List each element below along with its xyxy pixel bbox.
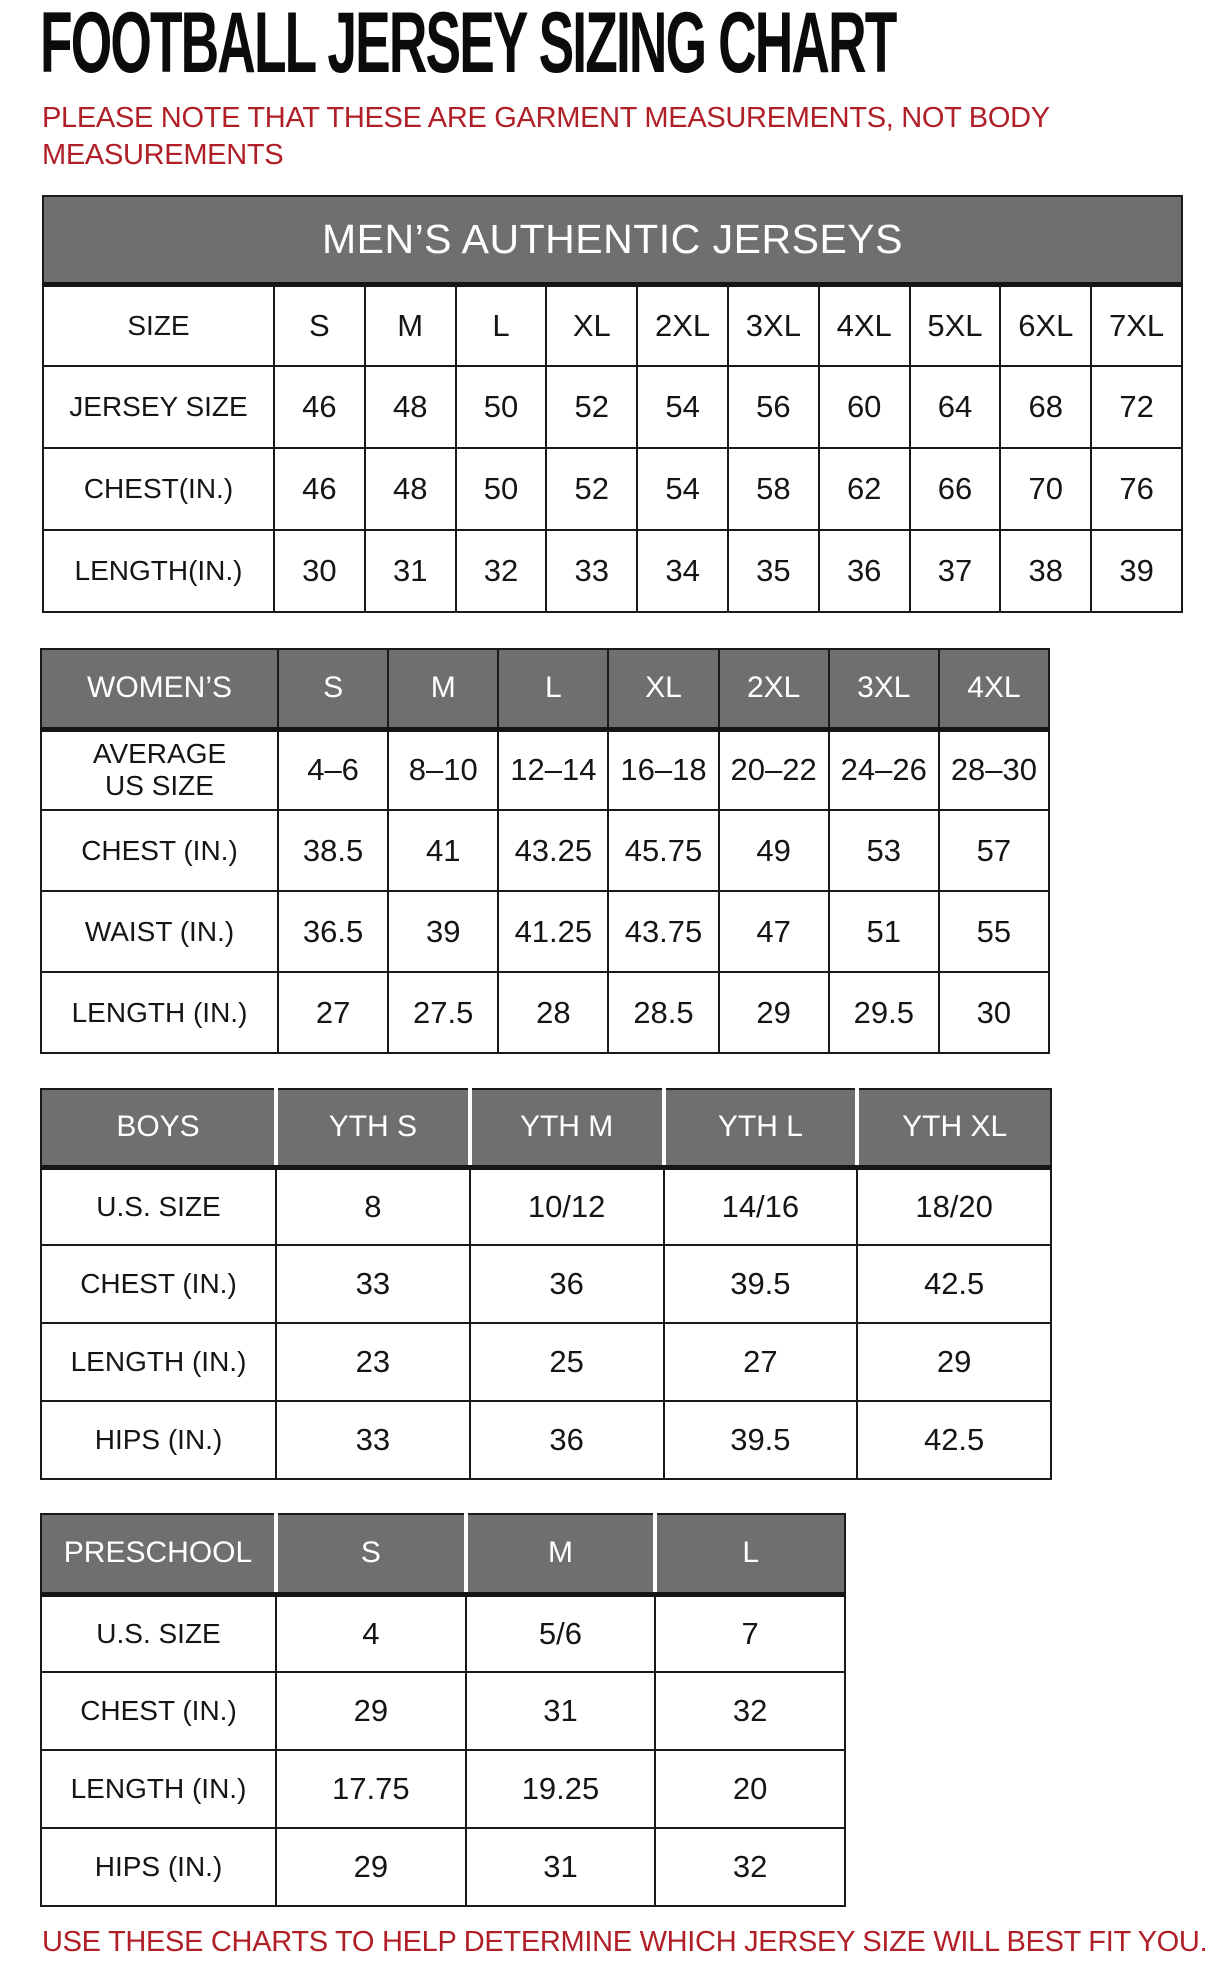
value-cell: 68 [1000,366,1091,448]
header-cell: M [466,1514,656,1594]
value-cell: 7 [655,1594,845,1672]
value-cell: 49 [719,810,829,891]
value-cell: 3XL [728,284,819,366]
value-cell: 64 [910,366,1001,448]
value-cell: 72 [1091,366,1182,448]
garment-measurements-note [42,100,1050,173]
value-cell: 8 [276,1167,470,1245]
value-cell: 53 [829,810,939,891]
header-cell: YTH M [470,1089,664,1167]
value-cell: 14/16 [664,1167,858,1245]
value-cell: 45.75 [608,810,718,891]
value-cell: 34 [637,530,728,612]
value-cell: S [274,284,365,366]
row-label-cell: LENGTH (IN.) [41,972,278,1053]
value-cell: 62 [819,448,910,530]
garment-note-line2: MEASUREMENTS [42,138,284,171]
value-cell: 32 [655,1672,845,1750]
value-cell: 25 [470,1323,664,1401]
value-cell: 27.5 [388,972,498,1053]
value-cell: 29 [276,1828,466,1906]
value-cell: 37 [910,530,1001,612]
header-cell: S [278,649,388,729]
value-cell: 55 [939,891,1049,972]
value-cell: 36 [470,1245,664,1323]
value-cell: 6XL [1000,284,1091,366]
value-cell: 41.25 [498,891,608,972]
value-cell: 47 [719,891,829,972]
header-cell: S [276,1514,466,1594]
value-cell: 27 [278,972,388,1053]
value-cell: 27 [664,1323,858,1401]
row-label-cell: WAIST (IN.) [41,891,278,972]
row-label-cell [41,729,278,810]
value-cell: XL [546,284,637,366]
row-label-cell: U.S. SIZE [41,1167,276,1245]
value-cell: 17.75 [276,1750,466,1828]
value-cell: 12–14 [498,729,608,810]
value-cell: 46 [274,448,365,530]
value-cell: 28.5 [608,972,718,1053]
header-cell: M [388,649,498,729]
value-cell: 54 [637,366,728,448]
value-cell: 56 [728,366,819,448]
page-title: FOOTBALL JERSEY SIZING CHART [40,0,896,91]
value-cell: 51 [829,891,939,972]
value-cell: 20–22 [719,729,829,810]
mens-authentic-jerseys-table [42,195,1183,613]
row-label-cell: CHEST (IN.) [41,810,278,891]
row-label-cell: CHEST(IN.) [43,448,274,530]
womens-table [40,648,1050,1054]
boys-jerseys-table [40,1088,1052,1480]
value-cell: 60 [819,366,910,448]
value-cell: 36 [470,1401,664,1479]
value-cell: 2XL [637,284,728,366]
value-cell: 30 [939,972,1049,1053]
header-cell: YTH XL [857,1089,1051,1167]
value-cell: 42.5 [857,1245,1051,1323]
header-cell: 4XL [939,649,1049,729]
preschool-table [40,1513,846,1907]
preschool-header-label-cell: PRESCHOOL [41,1514,276,1594]
value-cell: 36 [819,530,910,612]
value-cell: 4–6 [278,729,388,810]
value-cell: 57 [939,810,1049,891]
value-cell: 20 [655,1750,845,1828]
header-cell: XL [608,649,718,729]
value-cell: 43.25 [498,810,608,891]
header-cell: YTH S [276,1089,470,1167]
value-cell: 46 [274,366,365,448]
value-cell: 32 [456,530,547,612]
value-cell: 18/20 [857,1167,1051,1245]
value-cell: 29 [857,1323,1051,1401]
footer-note: USE THESE CHARTS TO HELP DETERMINE WHICH JERSEY SIZE WILL BEST FIT YOU. [42,1926,1208,1958]
garment-note-line1: PLEASE NOTE THAT THESE ARE GARMENT MEASUREMENTS, NOT BODY [42,102,1050,134]
value-cell: 28–30 [939,729,1049,810]
value-cell: 48 [365,448,456,530]
boys-table [40,1088,1052,1480]
value-cell: 50 [456,366,547,448]
value-cell: 39 [388,891,498,972]
value-cell: 52 [546,366,637,448]
value-cell: 33 [276,1401,470,1479]
value-cell: 5XL [910,284,1001,366]
value-cell: 33 [546,530,637,612]
value-cell: 23 [276,1323,470,1401]
value-cell: 4 [276,1594,466,1672]
value-cell: 41 [388,810,498,891]
row-label-cell: SIZE [43,284,274,366]
header-cell: L [498,649,608,729]
value-cell: 58 [728,448,819,530]
value-cell: 29 [719,972,829,1053]
row-label-cell: LENGTH (IN.) [41,1750,276,1828]
row-label-line: US SIZE [105,770,214,802]
row-label-cell: U.S. SIZE [41,1594,276,1672]
value-cell: 54 [637,448,728,530]
value-cell: 8–10 [388,729,498,810]
value-cell: 76 [1091,448,1182,530]
value-cell: 33 [276,1245,470,1323]
value-cell: 36.5 [278,891,388,972]
row-label-cell: HIPS (IN.) [41,1828,276,1906]
value-cell: 66 [910,448,1001,530]
value-cell: 10/12 [470,1167,664,1245]
value-cell: 39 [1091,530,1182,612]
row-label-cell: LENGTH (IN.) [41,1323,276,1401]
mens-banner-title: MEN’S AUTHENTIC JERSEYS [43,196,1182,284]
value-cell: 32 [655,1828,845,1906]
header-cell: 2XL [719,649,829,729]
row-label-cell: HIPS (IN.) [41,1401,276,1479]
row-label-cell: JERSEY SIZE [43,366,274,448]
value-cell: 31 [365,530,456,612]
value-cell: 43.75 [608,891,718,972]
value-cell: 42.5 [857,1401,1051,1479]
header-cell: L [655,1514,845,1594]
value-cell: 52 [546,448,637,530]
value-cell: 31 [466,1672,656,1750]
row-label-cell: LENGTH(IN.) [43,530,274,612]
value-cell: 24–26 [829,729,939,810]
header-cell: 3XL [829,649,939,729]
value-cell: 38 [1000,530,1091,612]
value-cell: 5/6 [466,1594,656,1672]
mens-table [42,195,1183,613]
value-cell: 35 [728,530,819,612]
value-cell: 30 [274,530,365,612]
value-cell: 31 [466,1828,656,1906]
value-cell: 48 [365,366,456,448]
boys-header-label-cell: BOYS [41,1089,276,1167]
value-cell: 39.5 [664,1245,858,1323]
preschool-jerseys-table [40,1513,846,1907]
value-cell: 70 [1000,448,1091,530]
header-cell: YTH L [664,1089,858,1167]
value-cell: M [365,284,456,366]
row-label-cell: CHEST (IN.) [41,1245,276,1323]
value-cell: L [456,284,547,366]
value-cell: 29.5 [829,972,939,1053]
value-cell: 19.25 [466,1750,656,1828]
value-cell: 29 [276,1672,466,1750]
value-cell: 28 [498,972,608,1053]
value-cell: 38.5 [278,810,388,891]
value-cell: 39.5 [664,1401,858,1479]
value-cell: 16–18 [608,729,718,810]
value-cell: 4XL [819,284,910,366]
womens-jerseys-table [40,648,1050,1054]
row-label-cell: CHEST (IN.) [41,1672,276,1750]
row-label-line: AVERAGE [92,738,227,770]
value-cell: 7XL [1091,284,1182,366]
value-cell: 50 [456,448,547,530]
womens-header-label-cell: WOMEN’S [41,649,278,729]
